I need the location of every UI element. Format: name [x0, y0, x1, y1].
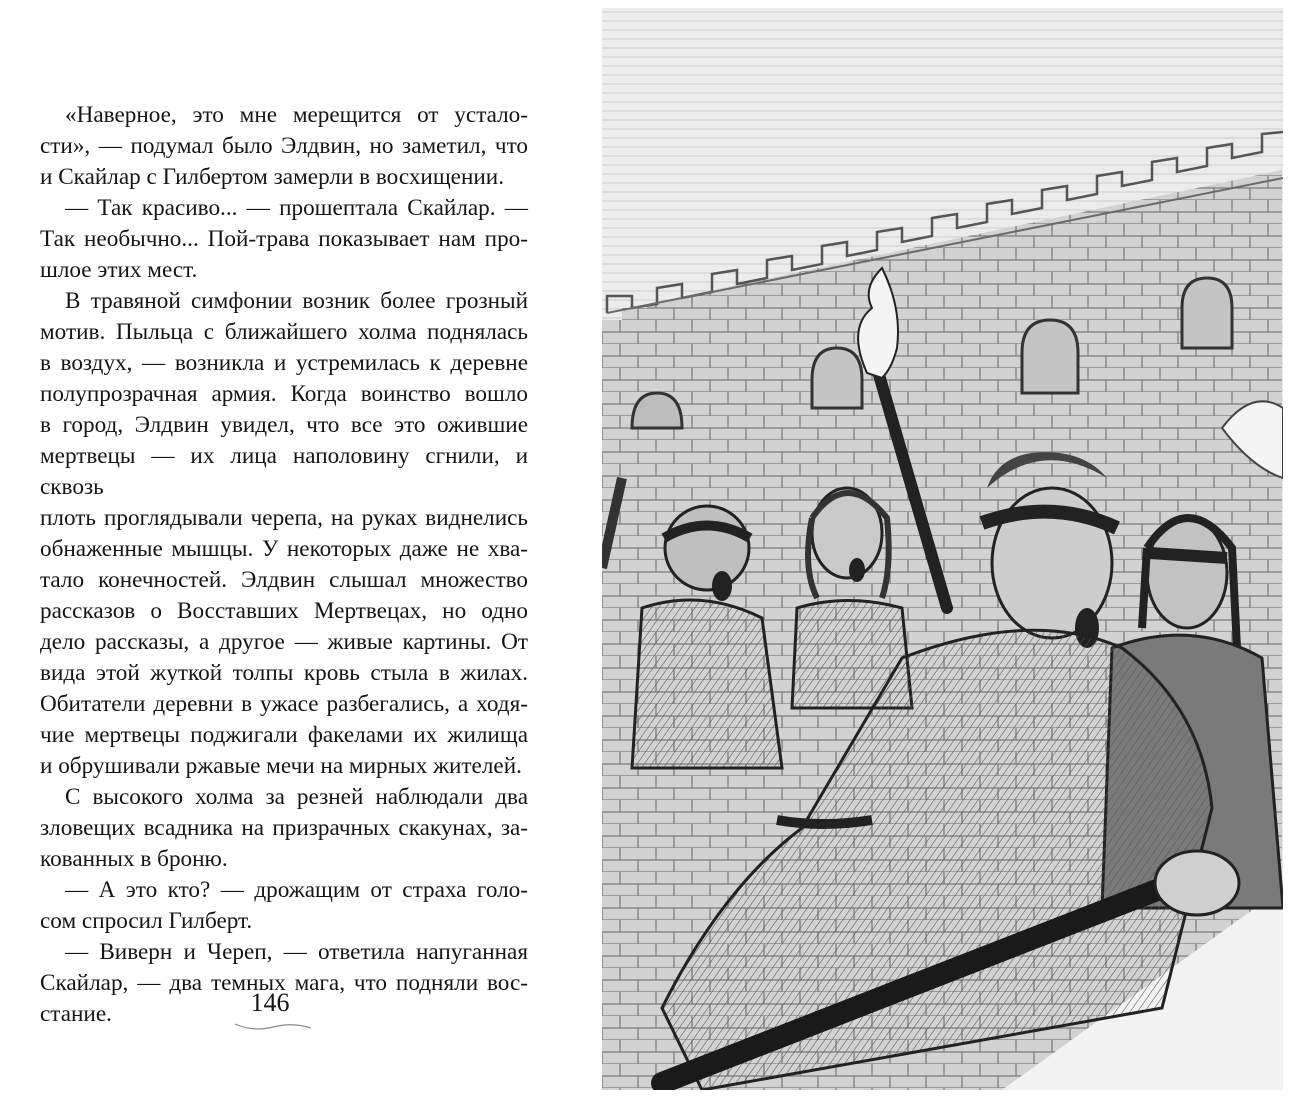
text-line: С высокого холма за резней наблюдали два: [65, 784, 528, 810]
text-line: — А это кто? — дрожащим от страха голо-: [65, 877, 528, 903]
text-line: в воздух, — возникла и устремилась к деревне: [40, 350, 528, 376]
text-line: Скайлар, — два темных мага, что подняли вос-: [40, 970, 528, 996]
text-line: чие мертвецы поджигали факелами их жилища: [40, 722, 528, 748]
text-line: и Скайлар с Гилбертом замерли в восхищении.: [40, 164, 504, 190]
text-line: сом спросил Гилберт.: [40, 908, 253, 934]
text-line: вида этой жуткой толпы кровь стыла в жилах.: [40, 660, 528, 686]
text-column: [40, 100, 528, 1030]
text-page: [40, 100, 540, 1060]
text-line: стание.: [40, 1001, 112, 1027]
page-number-ornament: [233, 1020, 313, 1034]
text-line: мотив. Пыльца с ближайшего холма поднялась: [40, 319, 528, 345]
text-line: тало конечностей. Элдвин слышал множество: [40, 567, 528, 593]
text-line: зловещих всадника на призрачных скакунах, за-: [40, 815, 528, 841]
text-line: «Наверное, это мне мерещится от устало-: [65, 102, 528, 128]
page-number: 146: [250, 988, 290, 1017]
text-line: дело рассказы, а другое — живые картины. От: [40, 629, 528, 655]
text-line: В травяной симфонии возник более грозный: [65, 288, 528, 314]
text-line: в город, Элдвин увидел, что все это ожившие: [40, 412, 528, 438]
text-line: шлое этих мест.: [40, 257, 198, 283]
text-line: — Так красиво... — прошептала Скайлар. —: [65, 195, 528, 221]
text-line: полупрозрачная армия. Когда воинство вошло: [40, 381, 528, 407]
text-line: рассказов о Восставших Мертвецах, но одно: [40, 598, 528, 624]
text-line: Обитатели деревни в ужасе разбегались, а ходя-: [40, 691, 528, 717]
text-line: сти», — подумал было Элдвин, но заметил, что: [40, 133, 528, 159]
text-line: и обрушивали ржавые мечи на мирных жителей.: [40, 753, 522, 779]
text-line: Так необычно... Пой-трава показывает нам про-: [40, 226, 528, 252]
text-line: кованных в броню.: [40, 846, 228, 872]
text-line: плоть проглядывали черепа, на руках виднелись: [40, 505, 528, 531]
illustration: [602, 8, 1283, 1090]
text-line: обнаженные мышцы. У некоторых даже не хва-: [40, 536, 528, 562]
text-line: — Виверн и Череп, — ответила напуганная: [65, 939, 528, 965]
text-line: мертвецы — их лица наполовину сгнили, и сквозь: [40, 443, 528, 500]
